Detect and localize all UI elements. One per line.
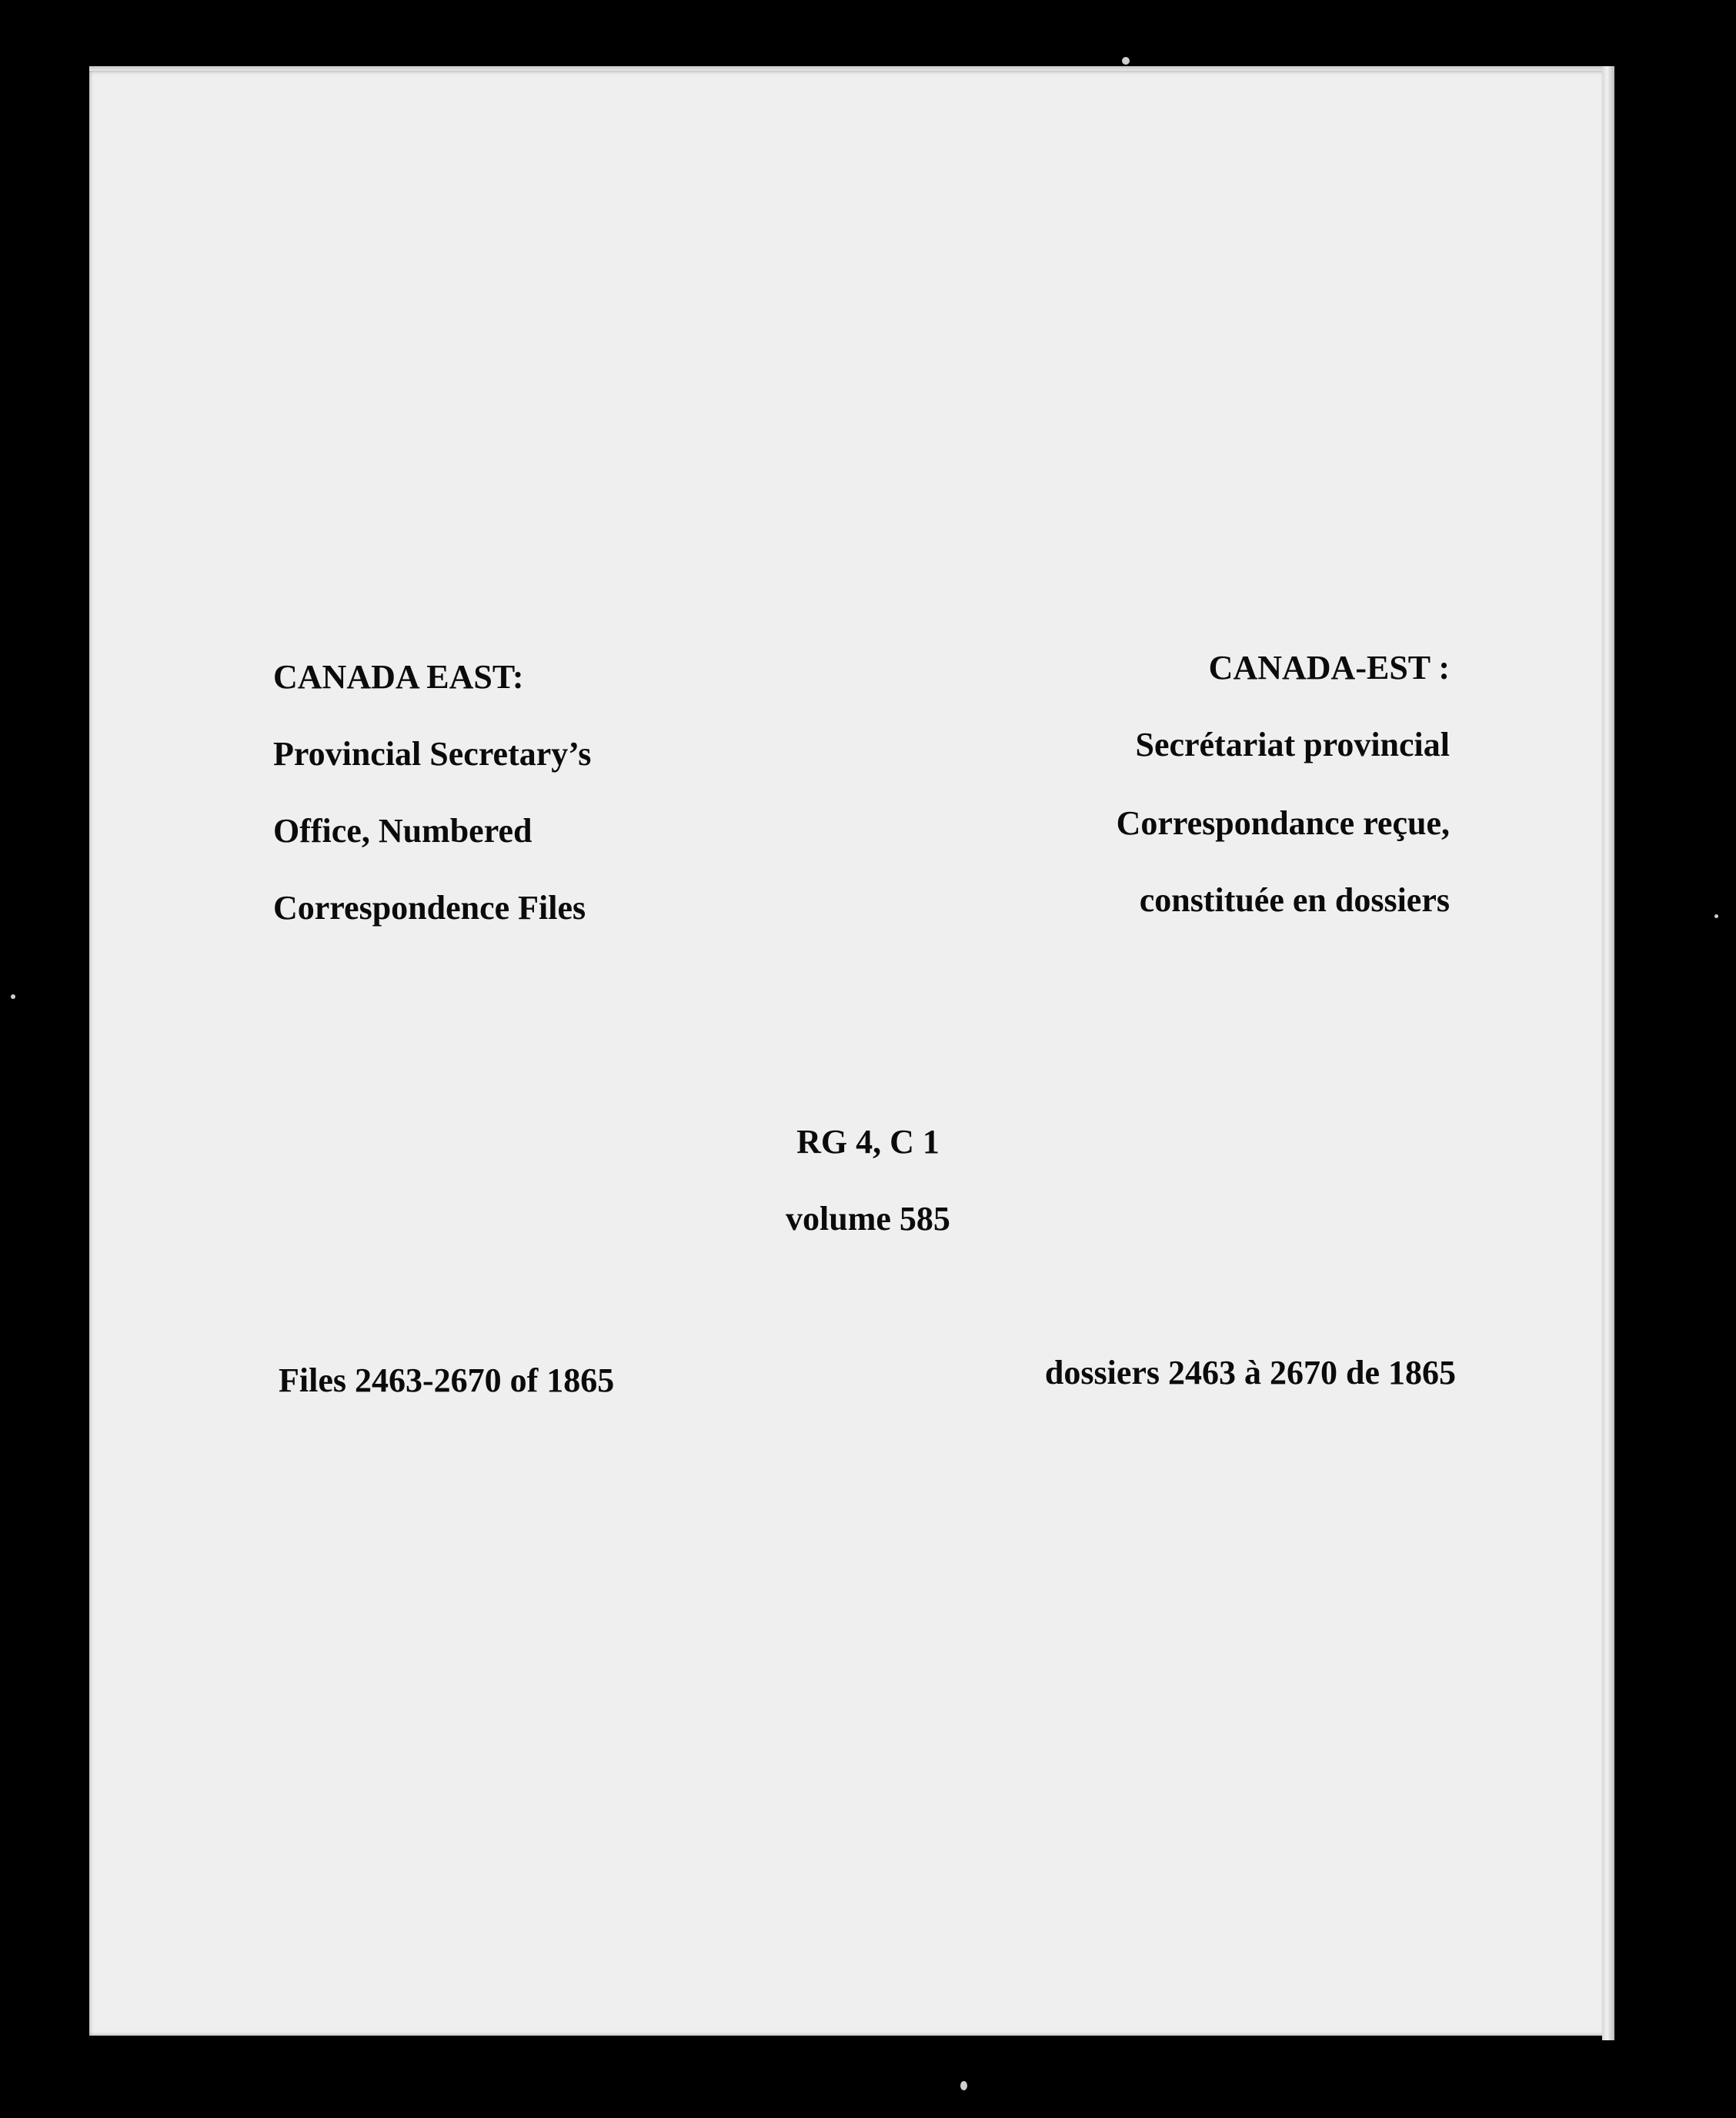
volume-number: volume 585 [786,1200,950,1238]
files-range-french: dossiers 2463 à 2670 de 1865 [1044,1354,1456,1391]
dust-speck [1122,57,1130,65]
right-line-2: Correspondance reçue, [1116,804,1450,842]
dust-speck [1714,914,1718,918]
files-range-english: Files 2463-2670 of 1865 [279,1361,615,1399]
dust-speck [960,2081,967,2090]
record-group-reference: RG 4, C 1 [796,1123,940,1161]
dust-speck [11,994,15,999]
right-line-3: constituée en dossiers [1139,881,1450,919]
paper-right-edge [1602,66,1614,2040]
left-line-1: Provincial Secretary’s [273,735,592,773]
right-line-1: Secrétariat provincial [1135,726,1450,763]
right-title: CANADA-EST : [1208,649,1450,687]
left-line-3: Correspondence Files [273,889,586,927]
document-sheet [89,71,1605,2036]
left-line-2: Office, Numbered [273,812,532,850]
left-title: CANADA EAST: [273,658,524,696]
